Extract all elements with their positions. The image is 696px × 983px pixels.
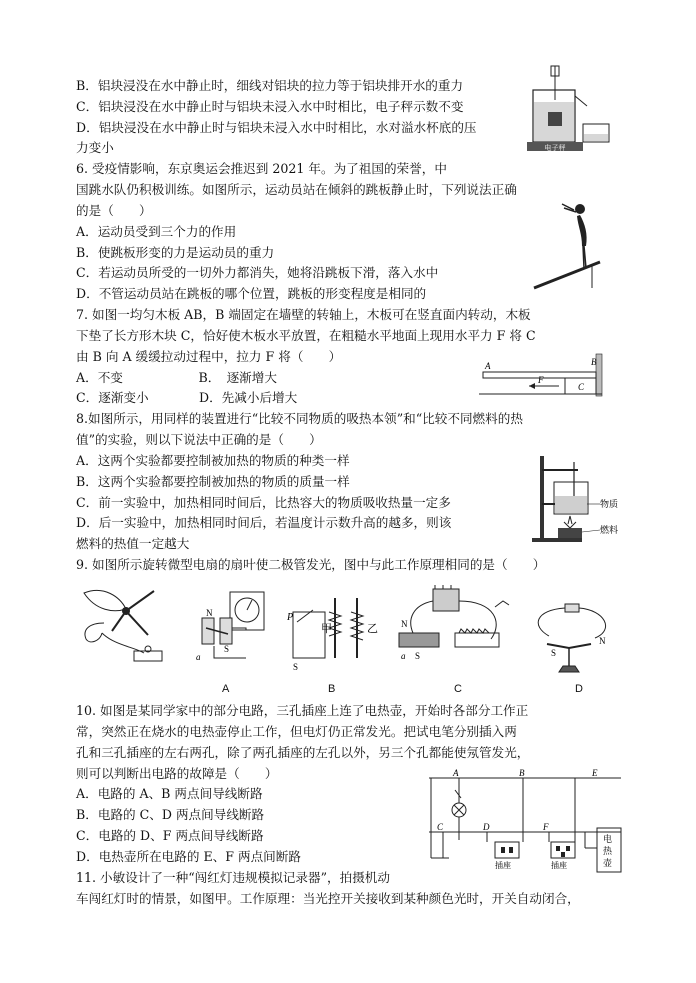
q9-d-label-n: N (599, 636, 606, 646)
q9-figure-option-d (525, 590, 625, 678)
q10-kettle-char-2: 热 (603, 846, 613, 856)
q9-b-label-p: P (287, 612, 294, 623)
q10-point-f: F (543, 822, 549, 832)
q9-d-label-s: S (551, 648, 557, 658)
q9-a-label-n: N (206, 608, 213, 618)
q9-b-label-yi: 乙 (367, 623, 378, 635)
q10-option-a: A．电路的 A、B 两点间导线断路 (76, 786, 263, 801)
q6-option-b: B．使跳板形变的力是运动员的重力 (76, 245, 275, 260)
q6-option-a: A．运动员受到三个力的作用 (76, 224, 237, 239)
q9-a-label-s: S (224, 644, 230, 654)
q9-label-a: A (222, 683, 230, 695)
q10-stem-line3: 孔和三孔插座的左右两孔，除了两孔插座的左孔以外，另三个孔都能使氖管发光， (76, 745, 530, 760)
q10-kettle-char-3: 壶 (603, 858, 613, 868)
q6-stem-line3: 的是（ ） (76, 203, 152, 218)
q7-stem-line2: 下垫了长方形木块 C，恰好使木板水平放置，在粗糙水平地面上现用水平力 F 将 C (76, 328, 536, 343)
q10-option-b: B．电路的 C、D 两点间导线断路 (76, 807, 265, 822)
q5-option-d-line1: D．铝块浸没在水中静止时与铝块未浸入水中时相比，水对溢水杯底的压 (76, 120, 477, 135)
q10-socket-label-2: 插座 (551, 861, 567, 870)
q8-stem-line2: 值”的实验，则以下说法中正确的是（ ） (76, 432, 322, 447)
q11-stem-line1: 11. 小敏设计了一种“闯红灯违规模拟记录器”，拍摄机动 (76, 870, 390, 885)
q10-option-c: C．电路的 D、F 两点间导线断路 (76, 828, 264, 843)
q9-c-label-s: S (415, 651, 421, 661)
q10-point-b: B (519, 768, 525, 778)
q8-stem-line1: 8.如图所示，用同样的装置进行“比较不同物质的吸热本领”和“比较不同燃料的热 (76, 411, 523, 426)
q10-point-e: E (592, 768, 598, 778)
q10-point-a: A (453, 768, 459, 778)
q5-option-d-line2: 力变小 (76, 140, 114, 155)
q10-stem-line4: 则可以判断出电路的故障是（ ） (76, 766, 278, 781)
q5-option-b: B．铝块浸没在水中静止时，细线对铝块的拉力等于铝块排开水的重力 (76, 78, 464, 93)
q8-option-c: C．前一实验中，加热相同时间后，比热容大的物质吸收热量一定多 (76, 495, 451, 510)
q10-kettle-char-1: 电 (603, 834, 613, 844)
q7-label-c: C (578, 382, 585, 392)
q10-figure-circuit (425, 768, 625, 876)
q9-c-label-n: N (401, 619, 408, 629)
q10-point-c: C (437, 822, 444, 832)
q7-label-a: A (485, 361, 491, 371)
q10-stem-line2: 常，突然正在烧水的电热壶停止工作，但电灯仍正常发光。把试电笔分别插入两 (76, 724, 517, 739)
q10-stem-line1: 10. 如图是某同学家中的部分电路，三孔插座上连了电热壶，开始时各部分工作正 (76, 703, 529, 718)
q6-stem-line2: 国跳水队仍积极训练。如图所示，运动员站在倾斜的跳板静止时，下列说法正确 (76, 182, 517, 197)
q6-option-d: D．不管运动员站在跳板的哪个位置，跳板的形变程度是相同的 (76, 286, 427, 301)
q9-label-b: B (328, 683, 336, 695)
q9-a-label-a: a (196, 652, 201, 662)
q11-stem-line2: 车闯红灯时的情景，如图甲。工作原理：当光控开关接收到某种颜色光时，开关自动闭合， (76, 891, 580, 906)
q9-b-label-jia: 甲 (321, 623, 332, 635)
q7-label-f: F (538, 375, 544, 385)
q7-label-b: B (591, 357, 597, 367)
q9-figure-fan-diode (74, 583, 178, 667)
q6-figure-diving-board (530, 198, 626, 298)
q8-option-d-line2: 燃料的热值一定越大 (76, 536, 190, 551)
q9-label-c: C (454, 683, 462, 695)
q10-socket-label-1: 插座 (495, 861, 511, 870)
q6-option-c: C．若运动员所受的一切外力都消失，她将沿跳板下滑，落入水中 (76, 265, 439, 280)
q9-stem: 9. 如图所示旋转微型电扇的扇叶使二极管发光，图中与此工作原理相同的是（ ） (76, 557, 546, 572)
q8-label-substance: 物质 (600, 499, 619, 509)
q8-label-fuel: 燃料 (600, 525, 619, 535)
q5-option-c: C．铝块浸没在水中静止时与铝块未浸入水中时相比，电子秤示数不变 (76, 99, 464, 114)
q6-stem-line1: 6. 受疫情影响，东京奥运会推迟到 2021 年。为了祖国的荣誉，中 (76, 161, 447, 176)
q8-figure-heating-setup (530, 452, 630, 544)
q9-label-d: D (575, 683, 583, 695)
q9-figure-option-b (283, 588, 383, 678)
q7-figure-board-block (475, 352, 605, 404)
q8-option-b: B．这两个实验都要控制被加热的物质的质量一样 (76, 474, 350, 489)
q9-c-label-a: a (401, 651, 406, 661)
q7-options-cd: C．逐渐变小 D．先减小后增大 (76, 390, 298, 405)
q5-scale-label: 电子秤 (544, 144, 566, 152)
q7-stem-line3: 由 B 向 A 缓缓拉动过程中，拉力 F 将（ ） (76, 349, 342, 364)
q7-stem-line1: 7. 如图一均匀木板 AB，B 端固定在墙壁的转轴上，木板可在竖直面内转动，木板 (76, 307, 531, 322)
q7-options-ab: A．不变 B． 逐渐增大 (76, 370, 277, 385)
q10-option-d: D．电热壶所在电路的 E、F 两点间断路 (76, 849, 301, 864)
q9-figure-option-a (186, 588, 274, 678)
q9-figure-option-c (395, 583, 515, 678)
q5-figure-overflow-cup (525, 62, 620, 154)
q8-option-d-line1: D．后一实验中，加热相同时间后，若温度计示数升高的越多，则该 (76, 515, 452, 530)
q9-b-label-s: S (293, 662, 299, 672)
q10-point-d: D (483, 822, 490, 832)
q8-option-a: A．这两个实验都要控制被加热的物质的种类一样 (76, 453, 350, 468)
